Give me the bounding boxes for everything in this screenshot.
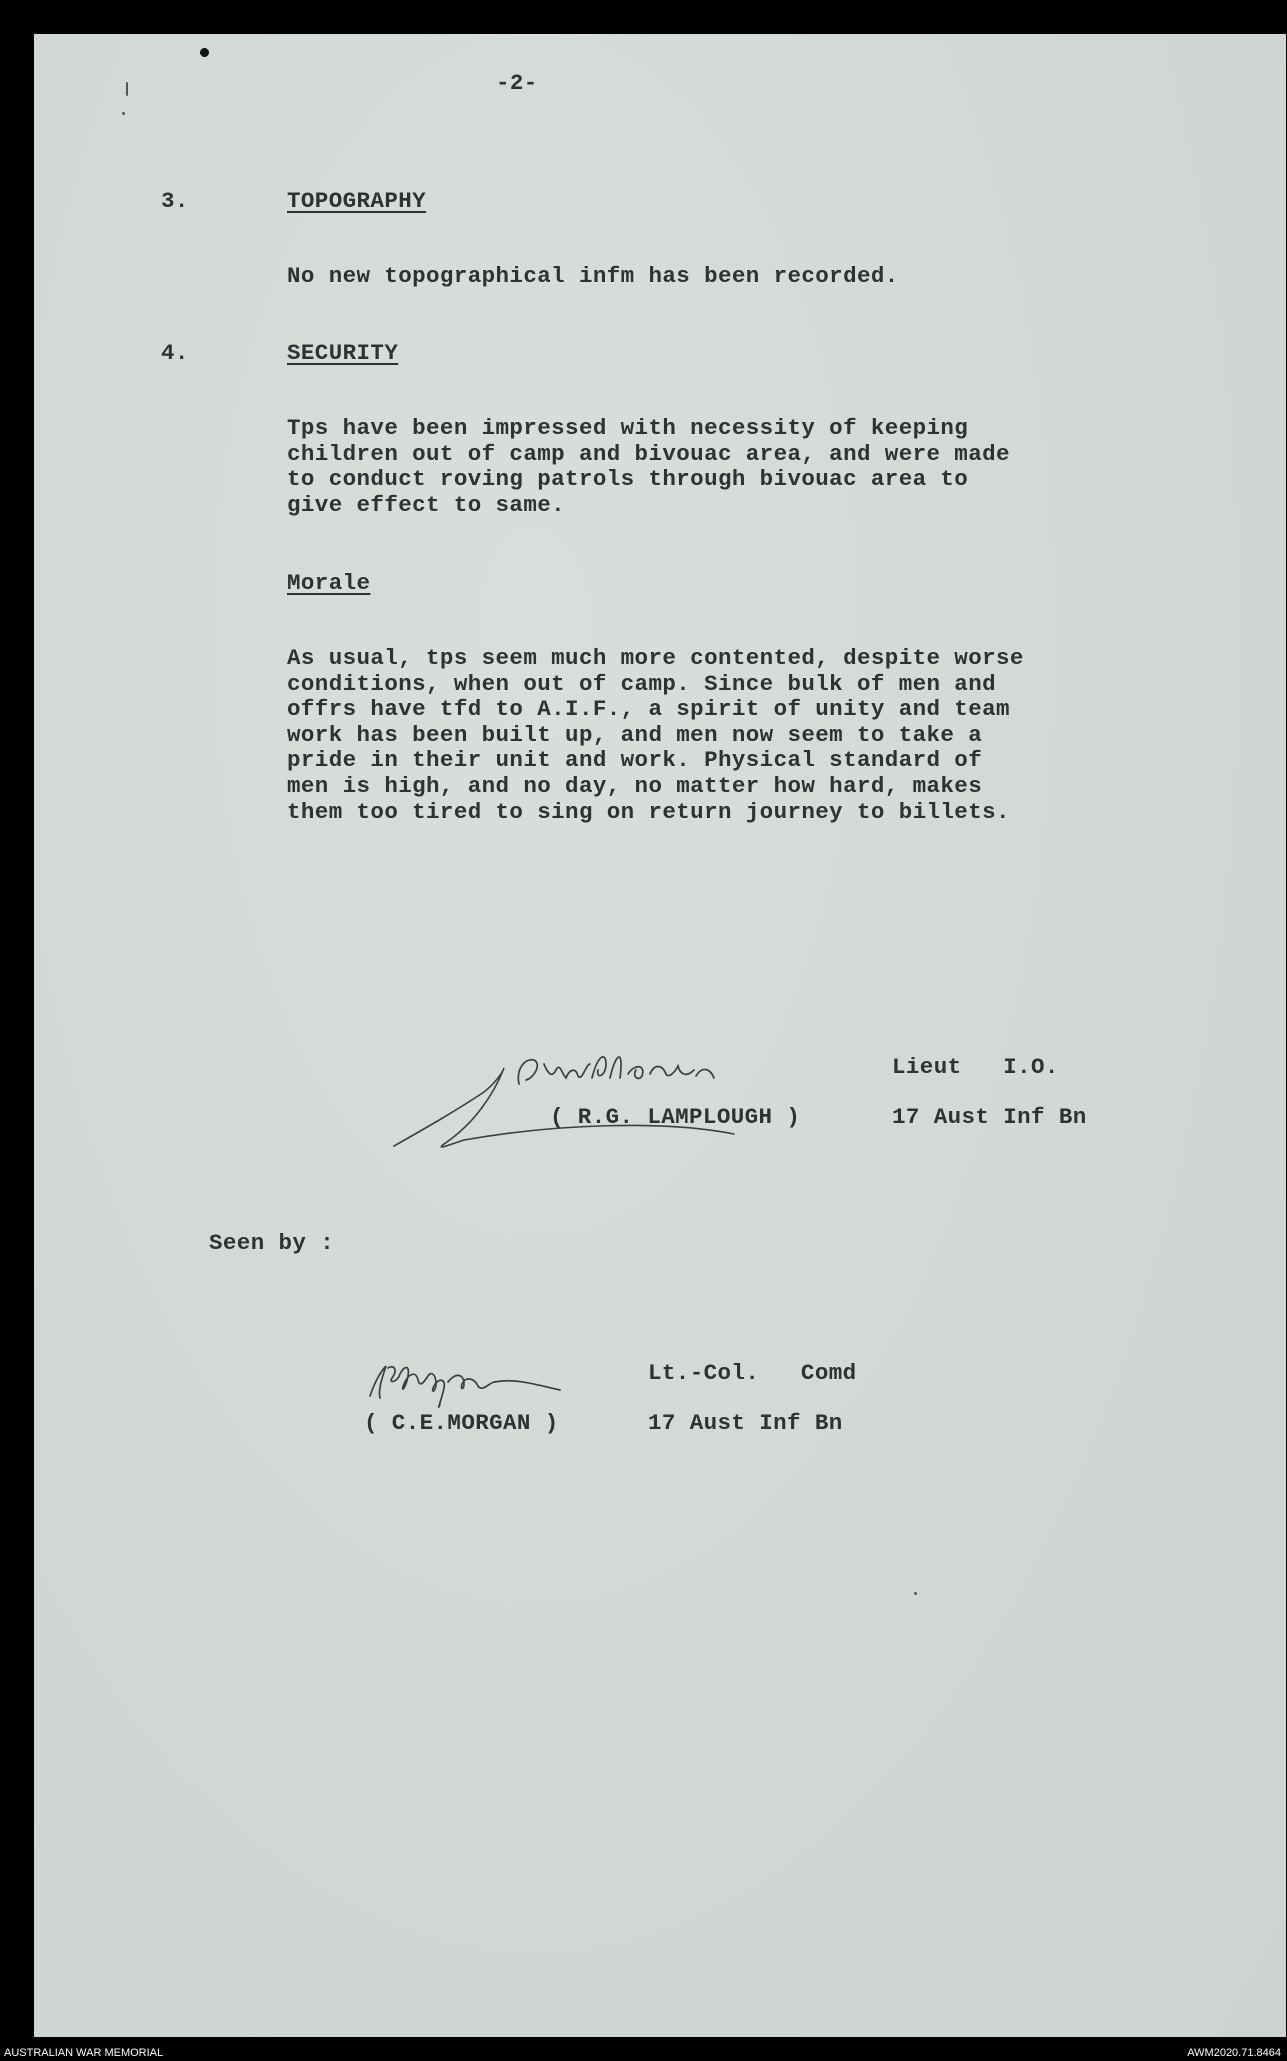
text-line: children out of camp and bivouac area, and were made [287,440,1010,467]
section-4-heading: SECURITY [287,340,399,366]
ink-mark [122,112,125,115]
section-3-number: 3. [161,188,189,214]
morgan-unit: 17 Aust Inf Bn [648,1410,843,1436]
text-line: men is high, and no day, no matter how hard, makes [287,772,983,799]
text-line: give effect to same. [287,491,566,518]
section-4-body [287,416,1010,518]
text-line: As usual, tps seem much more contented, despite worse [287,645,1024,671]
text-line: No new topographical infm has been recorded. [287,263,899,289]
section-3-heading: TOPOGRAPHY [287,188,427,214]
lamplough-unit: 17 Aust Inf Bn [892,1104,1087,1130]
morale-heading: Morale [287,570,371,596]
text-line: work has been built up, and men now seem to take a [287,721,983,748]
lamplough-signature [384,1034,824,1164]
footer-left: AUSTRALIAN WAR MEMORIAL [4,2047,164,2059]
ink-mark [914,1592,917,1595]
text-line: pride in their unit and work. Physical standard of [287,747,983,774]
ink-mark [126,82,128,96]
morgan-name: ( C.E.MORGAN ) [364,1410,559,1436]
text-line: Tps have been impressed with necessity of keeping [287,415,969,441]
text-line: to conduct roving patrols through bivouac area to [287,466,969,493]
document-page [34,34,1286,2037]
lamplough-rank: Lieut I.O. [892,1054,1059,1080]
ink-mark [198,46,210,58]
page-number: -2- [496,70,538,96]
section-3-body [287,264,899,290]
text-line: them too tired to sing on return journey to billets. [287,798,1010,825]
text-line: offrs have tfd to A.I.F., a spirit of unity and team [287,696,1010,723]
morgan-rank: Lt.-Col. Comd [648,1360,857,1386]
footer-right: AWM2020.71.8464 [1187,2047,1281,2059]
section-4-number: 4. [161,340,189,366]
text-line: conditions, when out of camp. Since bulk of men and [287,670,997,697]
seen-by-label: Seen by : [209,1230,335,1256]
morale-body [287,646,1024,825]
lamplough-name: ( R.G. LAMPLOUGH ) [550,1104,801,1130]
